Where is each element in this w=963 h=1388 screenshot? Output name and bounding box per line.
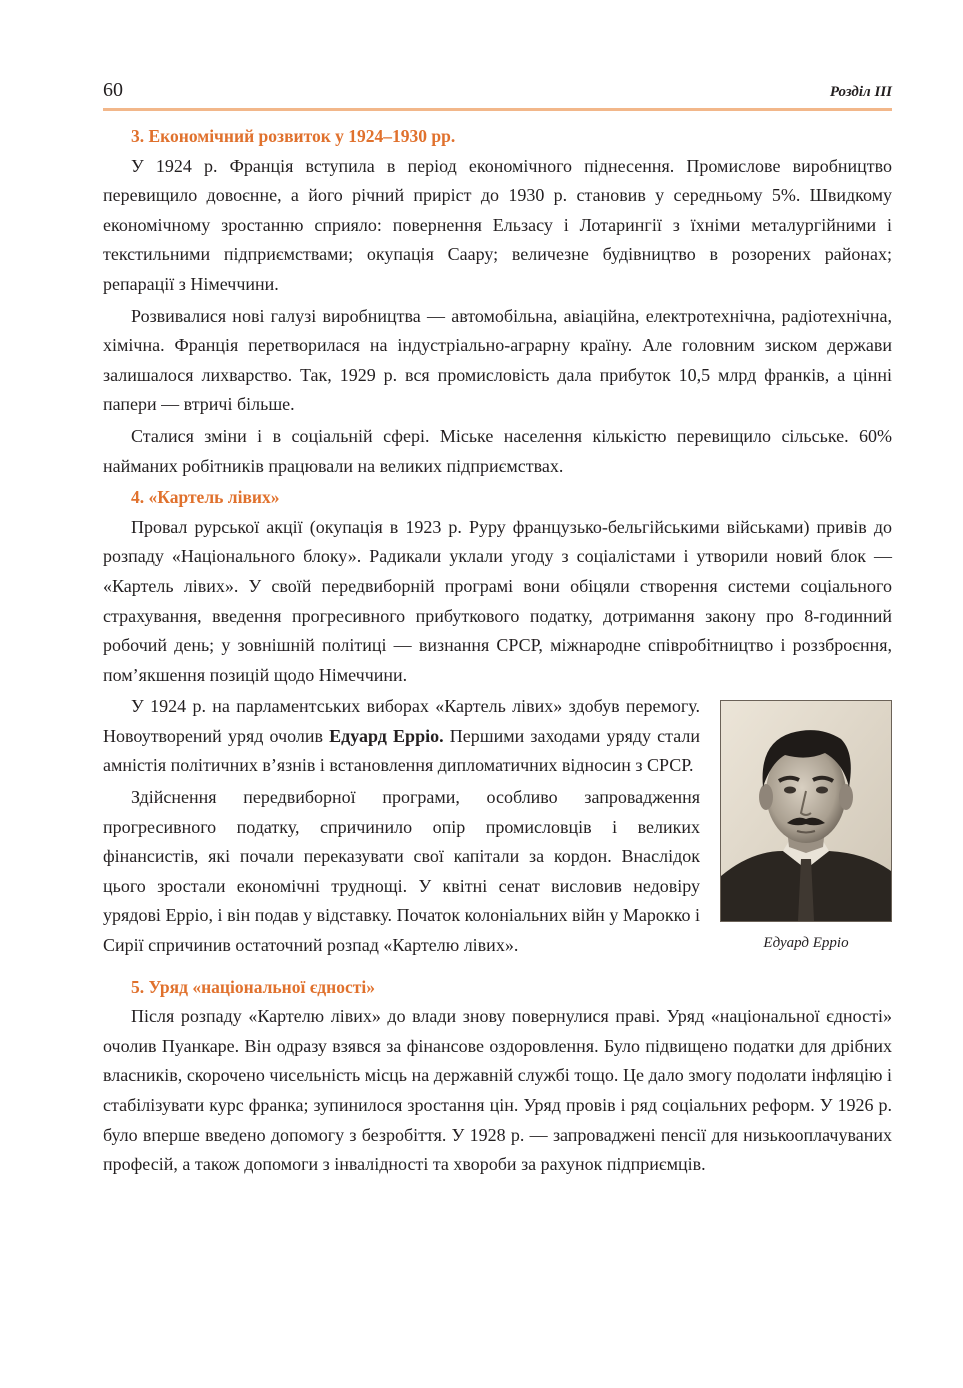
page-content [103, 122, 892, 1182]
page-header [103, 78, 892, 110]
portrait-caption: Едуард Ерріо [763, 935, 849, 952]
section-title: Розділ III [829, 84, 892, 100]
section-gap [103, 963, 892, 973]
paragraph: Розвивалися нові галузі виробництва — автомобільна, авіаційна, електротехнічна, радіотехнічна, хімічна. Франція перетворилася на індустріально-аграрну країну. Але головним зиском держави залишалося лихварство. Так, 1929 р. вся промисловість дала прибуток 10,5 млрд франків, а цінні папери — втричі більше. [103, 305, 892, 415]
portrait-photo [720, 700, 892, 922]
paragraph: Після розпаду «Картелю лівих» до влади знову повернулися праві. Уряд «національної єдності» очолив Пуанкаре. Він одразу взявся за фінансове оздоровлення. Було підвищено податки для дрібних власників, скорочено чисельність місць на державній службі тощо. Це дало змогу подолати інфляцію і стабілізувати курс франка; зупинилося зростання цін. Уряд провів і ряд соціальних реформ. У 1926 р. було вперше введено допомогу з безробіття. У 1928 р. — запроваджені пенсії для низькооплачуваних професій, а також допомоги з інвалідності та хвороби за рахунок підприємців. [103, 1006, 892, 1175]
portrait-figure [720, 700, 892, 953]
section-heading-5: 5. Уряд «національної єдності» [131, 976, 375, 997]
paragraph: Здійснення передвиборної програми, особливо запровадження прогресивного податку, спричинило опір промисловців і великих фінансистів, які почали переказувати свої капітали за кордон. Внаслідок цього зростали економічні труднощі. У квітні сенат висловив недовіру урядові Ерріо, і він подав у відставку. Початок колоніальних війн у Марокко і Сирії спричинив остаточний розпад «Картелю лівих». [103, 787, 700, 956]
header-rule [103, 108, 892, 111]
paragraph-text: Першими заходами уряду стали амністія політичних в’язнів і встановлення дипломатичних відносин з СРСР. [103, 725, 700, 776]
paragraph: У 1924 р. Франція вступила в період економічного піднесення. Промислове виробництво перевищило довоєнне, а його річний приріст до 1930 р. становив у середньому 5%. Швидкому економічному зростанню сприяло: повернення Ельзасу і Лотарингії з їхніми металургійними і текстильними підприємствами; окупація Саару; величезне будівництво в розорених районах; репарації з Німеччини. [103, 155, 892, 294]
page-number: 60 [103, 79, 123, 101]
section-heading-4: 4. «Картель лівих» [131, 487, 280, 508]
person-name-bold: Едуард Ерріо. [329, 725, 444, 746]
paragraph: Сталися зміни і в соціальній сфері. Міське населення кількістю перевищило сільське. 60% найманих робітників працювали на великих підприємствах. [103, 425, 892, 476]
paragraph-text: У 1924 р. на парламентських виборах «Картель лівих» здобув перемогу. Новоутворений уряд очолив [103, 696, 700, 746]
paragraph: Провал рурської акції (окупація в 1923 р. Руру французько-бельгійськими військами) привів до розпаду «Національного блоку». Радикали уклали угоду з соціалістами і утворили новий блок — «Картель лівих». У своїй передвиборній програмі вони обіцяли створення системи соціального страхування, введення прогресивного прибуткового податку, дотримання закону про 8-годинний робочий день; у зовнішній політиці — визнання СРСР, міжнародне співробітництво і роззброєння, пом’якшення позицій щодо Німеччини. [103, 516, 892, 685]
section-heading-3: 3. Економічний розвиток у 1924–1930 рр. [131, 126, 456, 146]
